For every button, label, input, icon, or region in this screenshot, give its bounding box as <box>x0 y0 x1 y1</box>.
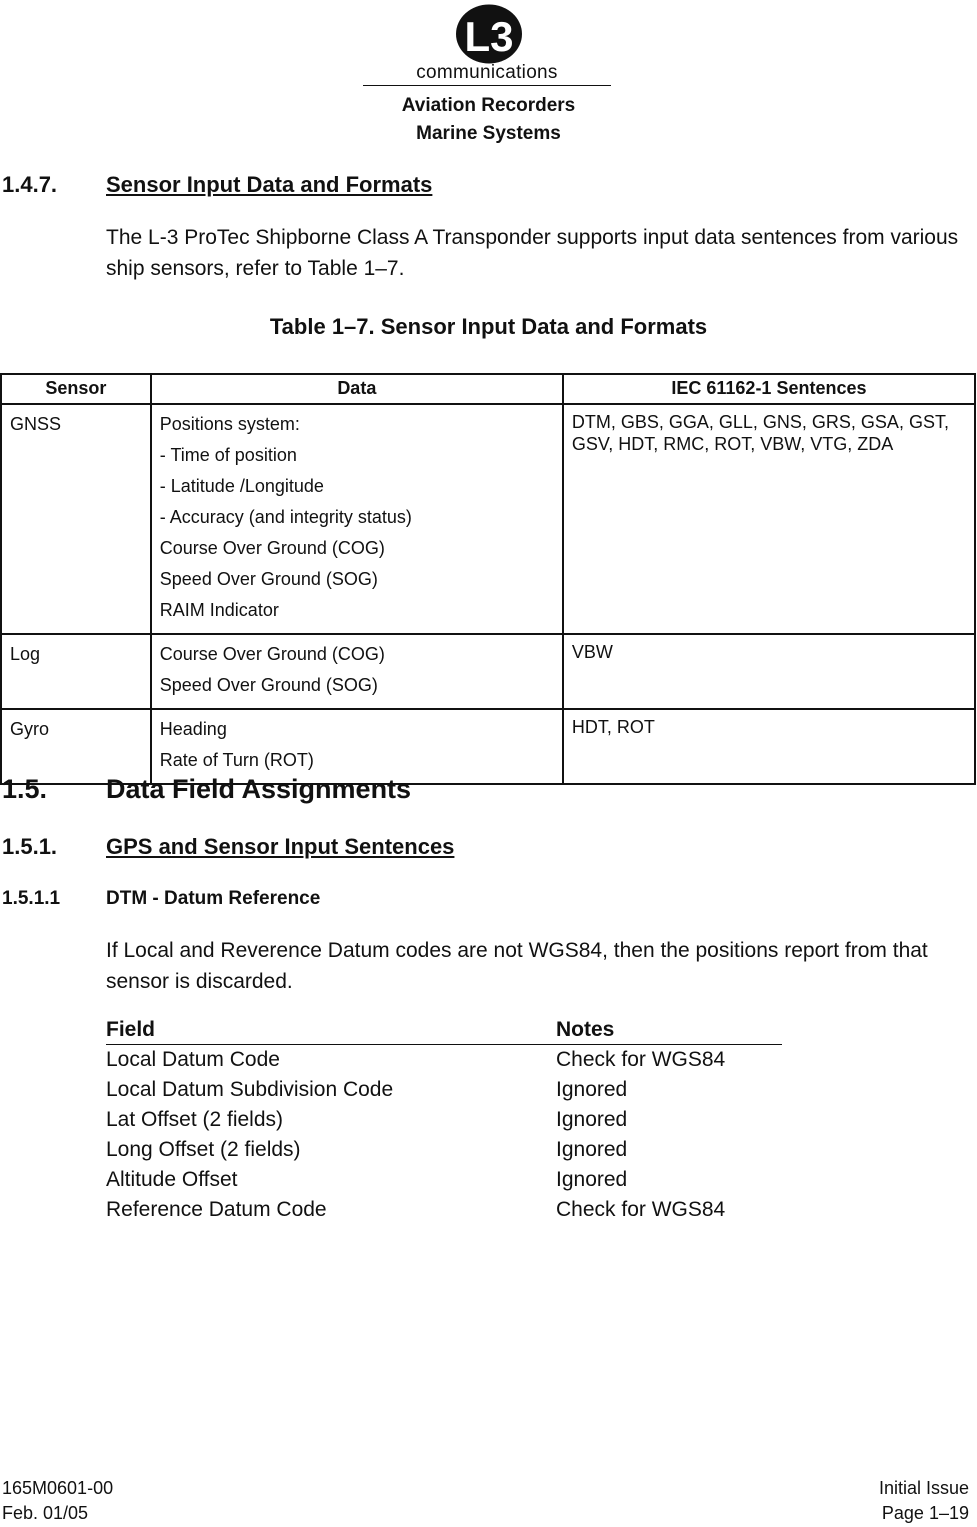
col-header-sensor: Sensor <box>1 374 151 404</box>
sensor-cell: GNSS <box>10 414 62 434</box>
field-note: Ignored <box>556 1138 628 1161</box>
table-row <box>1 709 975 784</box>
data-line: Speed Over Ground (SOG) <box>159 569 378 589</box>
sensor-cell: Log <box>10 644 41 664</box>
field-name: Lat Offset (2 fields) <box>106 1108 284 1131</box>
data-line: Positions system: <box>159 414 300 434</box>
list-item <box>106 1075 782 1105</box>
logo-wordmark: communications <box>416 62 558 83</box>
header-line-1: Aviation Recorders <box>401 95 576 116</box>
footer-page-number: Page 1–19 <box>881 1503 969 1523</box>
field-name: Long Offset (2 fields) <box>106 1138 301 1161</box>
footer-doc-number: 165M0601-00 <box>2 1478 114 1498</box>
data-line: - Time of position <box>159 445 297 465</box>
field-note: Ignored <box>556 1108 628 1131</box>
section-15-title: Data Field Assignments <box>106 774 412 804</box>
col-header-iec: IEC 61162-1 Sentences <box>563 374 975 404</box>
data-line: Course Over Ground (COG) <box>159 644 385 664</box>
field-name: Altitude Offset <box>106 1168 238 1191</box>
list-item <box>106 1165 782 1195</box>
section-1511-title: DTM - Datum Reference <box>106 888 321 909</box>
data-line: RAIM Indicator <box>159 600 279 620</box>
list-item <box>106 1135 782 1165</box>
field-notes-list <box>106 1018 782 1225</box>
section-147-body: The L-3 ProTec Shipborne Class A Transponder supports input data sentences from various ship sensors, refer to Table 1–7. <box>106 226 959 280</box>
field-note: Ignored <box>556 1168 628 1191</box>
field-name: Reference Datum Code <box>106 1198 327 1221</box>
section-147-title: Sensor Input Data and Formats <box>106 172 433 197</box>
table-caption: Table 1–7. Sensor Input Data and Formats <box>269 314 708 339</box>
sensor-cell: Gyro <box>10 719 50 739</box>
footer-date: Feb. 01/05 <box>2 1503 89 1523</box>
section-1511-body: If Local and Reverence Datum codes are not WGS84, then the positions report from that sensor is discarded. <box>106 939 928 993</box>
field-name: Local Datum Code <box>106 1048 280 1071</box>
field-note: Ignored <box>556 1078 628 1101</box>
list-item <box>106 1105 782 1135</box>
field-note: Check for WGS84 <box>556 1048 726 1071</box>
field-header: Field <box>106 1018 156 1041</box>
iec-cell: HDT, ROT <box>563 709 975 784</box>
header-line-2: Marine Systems <box>416 123 561 144</box>
section-1511-number: 1.5.1.1 <box>2 888 61 909</box>
data-line: Heading <box>159 719 227 739</box>
section-151-number: 1.5.1. <box>2 834 58 859</box>
notes-header: Notes <box>556 1018 615 1041</box>
list-item <box>106 1195 782 1225</box>
section-147-number: 1.4.7. <box>2 172 58 197</box>
section-15-number: 1.5. <box>2 774 48 804</box>
field-list-header <box>106 1018 782 1045</box>
list-item <box>106 1045 782 1075</box>
iec-cell: VBW <box>563 634 975 709</box>
logo-letters: L3 <box>464 13 514 60</box>
logo-rule <box>363 85 611 86</box>
col-header-data: Data <box>151 374 563 404</box>
table-header-row <box>1 374 975 404</box>
field-note: Check for WGS84 <box>556 1198 726 1221</box>
data-line: Course Over Ground (COG) <box>159 538 385 558</box>
data-line: Rate of Turn (ROT) <box>159 750 314 770</box>
table-row <box>1 404 975 634</box>
footer-issue: Initial Issue <box>878 1478 969 1498</box>
iec-cell: DTM, GBS, GGA, GLL, GNS, GRS, GSA, GST, GSV, HDT, RMC, ROT, VBW, VTG, ZDA <box>563 404 975 634</box>
sensor-table <box>0 373 976 785</box>
l3-logo <box>455 4 523 64</box>
data-line: - Accuracy (and integrity status) <box>159 507 412 527</box>
section-151-title: GPS and Sensor Input Sentences <box>106 834 455 859</box>
data-line: Speed Over Ground (SOG) <box>159 675 378 695</box>
data-line: - Latitude /Longitude <box>159 476 324 496</box>
table-row <box>1 634 975 709</box>
field-name: Local Datum Subdivision Code <box>106 1078 394 1101</box>
